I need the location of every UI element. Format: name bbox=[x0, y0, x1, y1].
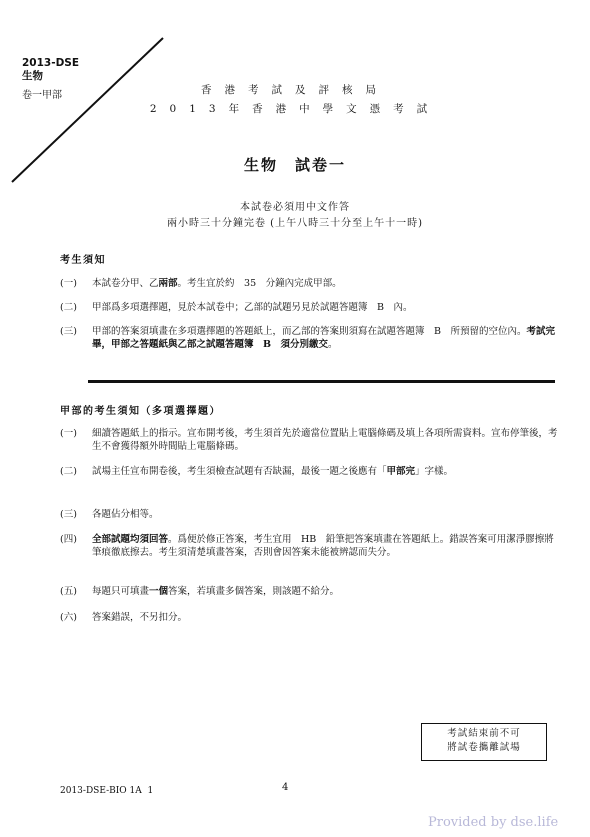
authority-name: 香港考試及評核局 bbox=[201, 84, 389, 96]
item-bold-text: 全部試題均須回答 bbox=[92, 534, 169, 545]
paper-title: 生物 試卷一 bbox=[243, 156, 346, 174]
exam-code: 2013-DSE bbox=[22, 57, 80, 69]
footer-paper-code: 2013-DSE-BIO 1A 1 bbox=[60, 786, 154, 796]
item-text-end: 。考生宜於約 35 分鐘內完成甲部。 bbox=[177, 278, 342, 289]
item-number: (六) bbox=[60, 612, 77, 623]
general-instructions-heading: 考生須知 bbox=[60, 255, 106, 266]
corner-label bbox=[22, 57, 79, 83]
item-text-end: 」字樣。 bbox=[415, 466, 454, 477]
item-number: (一) bbox=[60, 278, 77, 289]
notice-line: 考試結束前不可 bbox=[447, 728, 521, 739]
item-text: 本試卷分甲、乙 bbox=[92, 278, 159, 289]
item-number: (二) bbox=[60, 466, 77, 477]
item-number: (三) bbox=[60, 509, 77, 520]
duration-note: 兩小時三十分鐘完卷 (上午八時三十分至上午十一時) bbox=[167, 218, 423, 229]
item-text: 試場主任宣布開卷後，考生須檢查試題有否缺漏，最後一題之後應有「 bbox=[92, 466, 387, 477]
item-number: (三) bbox=[60, 326, 77, 337]
item-text: 細讀答題紙上的指示。宣布開考後，考生須首先於適當位置貼上電腦條碼及填上各項所需資料。宣布停筆後，考生不會獲得額外時間貼上電腦條碼。 bbox=[92, 428, 558, 452]
notice-line: 將試卷攜離試場 bbox=[447, 742, 521, 753]
subject-label: 生物 bbox=[22, 70, 43, 82]
paper-section-label: 卷一甲部 bbox=[22, 90, 62, 101]
provider-watermark: Provided by dse.life bbox=[428, 815, 559, 830]
item-bold-text: 考試完畢，甲部之答題紙與乙部之試題答題簿 B 須分別繳交 bbox=[92, 326, 555, 350]
item-text: 答案錯誤，不另扣分。 bbox=[92, 612, 188, 623]
item-text-end: 。爲便於修正答案，考生宜用 HB 鉛筆把答案填畫在答題紙上。錯誤答案可用潔淨膠擦將筆痕徹底擦去。考生須清楚填畫答案，否則會因答案未能被辨認而失分。 bbox=[92, 534, 554, 558]
language-note: 本試卷必須用中文作答 bbox=[240, 202, 350, 213]
item-text-end: 。 bbox=[328, 339, 338, 350]
item-number: (一) bbox=[60, 428, 77, 439]
item-bold-text: 一個 bbox=[149, 586, 169, 597]
item-number: (二) bbox=[60, 302, 77, 313]
item-text: 甲部爲多項選擇題，見於本試卷中；乙部的試題另見於試題答題簿 B 內。 bbox=[92, 302, 413, 313]
item-text: 各題佔分相等。 bbox=[92, 509, 159, 520]
item-bold-text: 兩部 bbox=[158, 278, 178, 289]
item-number: (四) bbox=[60, 534, 77, 545]
item-number: (五) bbox=[60, 586, 77, 597]
item-text: 每題只可填畫 bbox=[92, 586, 150, 597]
exam-name: 2013年香港中學文憑考試 bbox=[149, 103, 441, 115]
exam-room-notice-box bbox=[421, 723, 547, 761]
item-bold-text: 甲部完 bbox=[386, 466, 416, 477]
page-number: 4 bbox=[282, 782, 289, 793]
section-a-heading: 甲部的考生須知（多項選擇題） bbox=[60, 406, 221, 417]
section-divider bbox=[88, 380, 555, 383]
item-text-end: 答案，若填畫多個答案，則該題不給分。 bbox=[168, 586, 340, 597]
item-text: 甲部的答案須填畫在多項選擇題的答題紙上，而乙部的答案則須寫在試題答題簿 B 所預留的空位內。 bbox=[92, 326, 527, 337]
